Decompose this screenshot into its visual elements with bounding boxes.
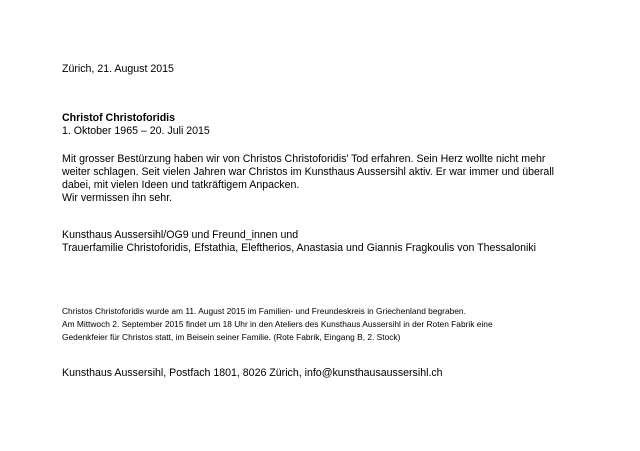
life-dates: 1. Oktober 1965 – 20. Juli 2015 — [62, 125, 210, 137]
signature-line-1: Kunsthaus Aussersihl/OG9 und Freund_innen und — [62, 229, 299, 241]
message-line-2: weiter schlagen. Seit vielen Jahren war Christos im Kunsthaus Aussersihl aktiv. Er war immer und überall — [62, 166, 555, 178]
deceased-name: Christof Christoforidis — [62, 112, 175, 124]
message-line-1: Mit grosser Bestürzung haben wir von Christos Christoforidis’ Tod erfahren. Sein Herz wollte nicht mehr — [62, 153, 546, 165]
date-line: Zürich, 21. August 2015 — [62, 63, 174, 75]
message-line-3: dabei, mit vielen Ideen und tatkräftigem Anpacken. — [62, 179, 300, 191]
contact-line: Kunsthaus Aussersihl, Postfach 1801, 8026 Zürich, info@kunsthausaussersihl.ch — [62, 367, 443, 379]
signature-line-2: Trauerfamilie Christoforidis, Efstathia, Eleftherios, Anastasia und Giannis Fragkoulis von Thessaloniki — [62, 242, 536, 254]
message-line-4: Wir vermissen ihn sehr. — [62, 192, 173, 204]
notice-line-2: Am Mittwoch 2. September 2015 findet um 18 Uhr in den Ateliers des Kunsthaus Aussersihl in der Roten Fabrik eine — [62, 319, 493, 329]
notice-line-1: Christos Christoforidis wurde am 11. August 2015 im Familien- und Freundeskreis in Griechenland begraben. — [62, 306, 466, 316]
notice-line-3: Gedenkfeier für Christos statt, im Beisein seiner Familie. (Rote Fabrik, Eingang B, 2. Stock) — [62, 332, 401, 342]
